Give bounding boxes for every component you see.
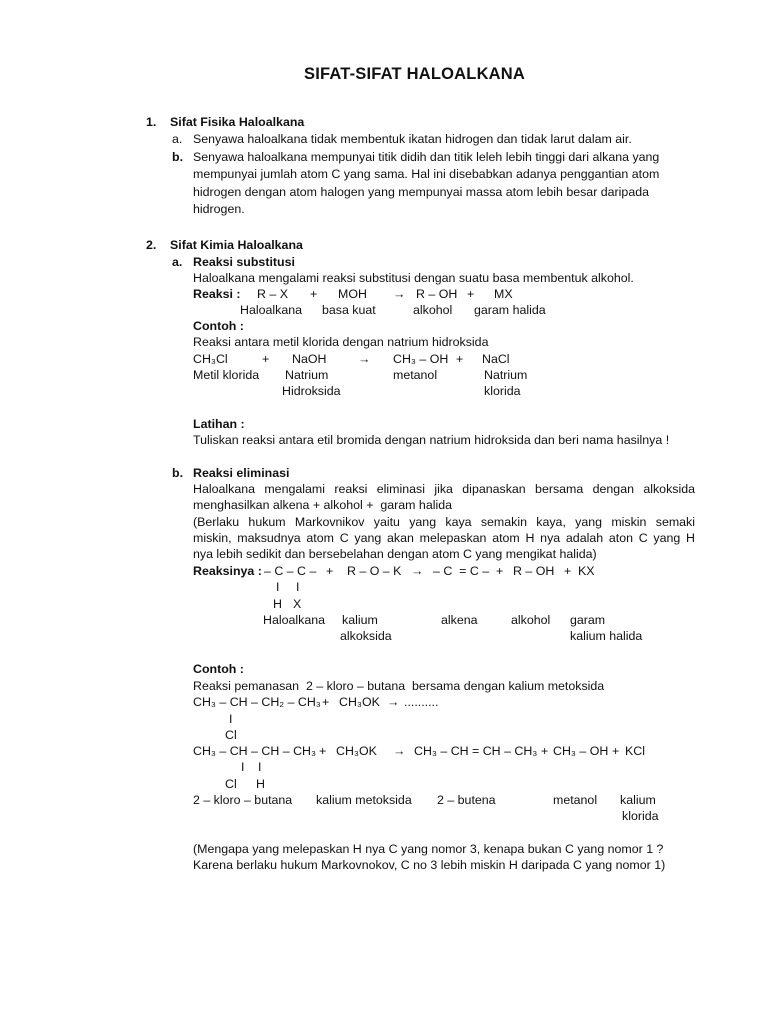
elim-name-1: Haloalkana bbox=[263, 613, 325, 627]
ex1-sub-cl: Cl bbox=[225, 728, 237, 742]
ex2-product-2: CH₃ – OH bbox=[553, 744, 609, 758]
elim-eq-sub-h: H bbox=[273, 597, 282, 611]
item-2b-desc-line-3: (Berlaku hukum Markovnikov yaitu yang kaya semakin kaya, yang miskin semaki bbox=[193, 515, 695, 529]
item-2b-heading: Reaksi eliminasi bbox=[193, 466, 290, 480]
eq-name-2: basa kuat bbox=[322, 303, 376, 317]
eq-reactant-1: R – X bbox=[257, 287, 288, 301]
eq-name-1: Haloalkana bbox=[240, 303, 302, 317]
ex1-arrow: → bbox=[387, 695, 400, 709]
ex2-name-4: metanol bbox=[553, 793, 598, 807]
ex2-reactant-1: CH₃ – CH – CH – CH₃ bbox=[193, 744, 317, 758]
ex-product-1: CH₃ – OH bbox=[393, 352, 449, 366]
ex-name-2: Natrium bbox=[285, 368, 329, 382]
ex1-reactant-1: CH₃ – CH – CH₂ – CH₃ bbox=[193, 695, 321, 709]
item-1b-line-3: hidrogen dengan atom halogen yang mempunyai massa atom lebih besar daripada bbox=[193, 185, 649, 199]
elim-eq-reactant-1: – C – C – bbox=[264, 564, 317, 578]
elim-name-5: garam bbox=[570, 613, 606, 627]
item-2a-heading: Reaksi substitusi bbox=[193, 255, 295, 269]
ex2-name-5: kalium bbox=[620, 793, 656, 807]
elim-eq-reactant-2: R – O – K bbox=[347, 564, 402, 578]
section-1-heading: Sifat Fisika Haloalkana bbox=[170, 115, 305, 129]
item-1a-text: Senyawa haloalkana tidak membentuk ikatan hidrogen dan tidak larut dalam air. bbox=[193, 132, 632, 146]
ex-product-2: NaCl bbox=[482, 352, 510, 366]
ex2-name-3: 2 – butena bbox=[437, 793, 496, 807]
ex2-arrow: → bbox=[393, 744, 406, 758]
eq-arrow: → bbox=[393, 287, 406, 301]
reaksi-label: Reaksi : bbox=[193, 287, 241, 301]
ex2-bond-2: I bbox=[258, 760, 262, 774]
ex1-plus: + bbox=[322, 695, 330, 709]
section-2-number: 2. bbox=[146, 238, 157, 252]
elim-eq-bond-1: I bbox=[276, 580, 280, 594]
ex2-product-3: KCl bbox=[625, 744, 645, 758]
elim-eq-product-2: R – OH bbox=[513, 564, 555, 578]
ex-reactant-1: CH₃Cl bbox=[193, 352, 228, 366]
ex-name-6: klorida bbox=[484, 384, 521, 398]
latihan-label: Latihan : bbox=[193, 417, 245, 431]
ex2-plus-2: + bbox=[541, 744, 549, 758]
ex-reactant-2: NaOH bbox=[292, 352, 327, 366]
page-title: SIFAT-SIFAT HALOALKANA bbox=[304, 65, 526, 83]
ex2-name-1: 2 – kloro – butana bbox=[193, 793, 293, 807]
ex-name-3: metanol bbox=[393, 368, 438, 382]
eq-product-2: MX bbox=[494, 287, 513, 301]
ex2-bond-1: I bbox=[241, 760, 245, 774]
elim-name-4: alkohol bbox=[511, 613, 551, 627]
ex2-plus-3: + bbox=[612, 744, 620, 758]
eq-product-1: R – OH bbox=[416, 287, 458, 301]
elim-name-2: kalium bbox=[342, 613, 378, 627]
item-1b-line-1: Senyawa haloalkana mempunyai titik didih dan titik leleh lebih tinggi dari alkana yang bbox=[193, 150, 660, 164]
elim-eq-arrow: → bbox=[411, 564, 424, 578]
reaksinya-label: Reaksinya : bbox=[193, 564, 262, 578]
item-2b-desc-line-1: Haloalkana mengalami reaksi eliminasi jika dipanaskan bersama dengan alkoksida bbox=[193, 482, 695, 496]
contoh-b-label: Contoh : bbox=[193, 662, 244, 676]
item-2a-marker: a. bbox=[172, 255, 183, 269]
elim-eq-plus-1: + bbox=[326, 564, 334, 578]
contoh-description: Reaksi antara metil klorida dengan natrium hidroksida bbox=[193, 335, 489, 349]
item-1b-marker: b. bbox=[172, 150, 184, 164]
elim-eq-plus-3: + bbox=[564, 564, 572, 578]
item-2b-desc-line-4: miskin, maksudnya atom C yang akan melepaskan atom H nya adalah aton C yang H bbox=[193, 531, 695, 545]
ex-name-5: Hidroksida bbox=[282, 384, 341, 398]
ex1-reactant-2: CH₃OK bbox=[339, 695, 380, 709]
note-line-1: (Mengapa yang melepaskan H nya C yang nomor 3, kenapa bukan C yang nomor 1 ? bbox=[193, 842, 664, 856]
ex1-product: .......... bbox=[404, 695, 439, 709]
eq-plus-2: + bbox=[467, 287, 475, 301]
ex2-name-2: kalium metoksida bbox=[316, 793, 412, 807]
elim-name-3: alkena bbox=[441, 613, 478, 627]
elim-name-6: alkoksida bbox=[340, 629, 392, 643]
item-2b-desc-line-5: nya lebih sedikit dan bersebelahan dengan atom C yang mengikat halida) bbox=[193, 547, 597, 561]
item-2b-desc-line-2: menghasilkan alkena + alkohol + garam halida bbox=[193, 498, 452, 512]
elim-eq-product-1: – C = C – bbox=[433, 564, 490, 578]
eq-plus-1: + bbox=[310, 287, 318, 301]
section-1-number: 1. bbox=[146, 115, 157, 129]
section-2-heading: Sifat Kimia Haloalkana bbox=[170, 238, 303, 252]
ex2-name-6: klorida bbox=[622, 809, 659, 823]
note-line-2: Karena berlaku hukum Markovnokov, C no 3 lebih miskin H daripada C yang nomor 1) bbox=[193, 858, 666, 872]
eq-reactant-2: MOH bbox=[338, 287, 367, 301]
ex2-sub-cl: Cl bbox=[225, 777, 237, 791]
contoh-b-description: Reaksi pemanasan 2 – kloro – butana bersama dengan kalium metoksida bbox=[193, 679, 605, 693]
eq-name-4: garam halida bbox=[474, 303, 546, 317]
elim-eq-bond-2: I bbox=[296, 580, 300, 594]
latihan-text: Tuliskan reaksi antara etil bromida dengan natrium hidroksida dan beri nama hasilnya ! bbox=[193, 433, 670, 447]
elim-eq-product-3: KX bbox=[578, 564, 595, 578]
ex-plus-2: + bbox=[456, 352, 464, 366]
elim-eq-sub-x: X bbox=[293, 597, 302, 611]
ex2-sub-h: H bbox=[256, 777, 265, 791]
elim-name-7: kalium halida bbox=[570, 629, 643, 643]
ex-plus-1: + bbox=[262, 352, 270, 366]
ex-name-1: Metil klorida bbox=[193, 368, 260, 382]
ex2-reactant-2: CH₃OK bbox=[336, 744, 377, 758]
contoh-label: Contoh : bbox=[193, 319, 244, 333]
ex-name-4: Natrium bbox=[484, 368, 528, 382]
ex1-bond: I bbox=[229, 712, 233, 726]
item-2a-description: Haloalkana mengalami reaksi substitusi dengan suatu basa membentuk alkohol. bbox=[193, 271, 634, 285]
eq-name-3: alkohol bbox=[413, 303, 453, 317]
ex2-plus-1: + bbox=[319, 744, 327, 758]
item-1b-line-4: hidrogen. bbox=[193, 202, 245, 216]
ex-arrow: → bbox=[358, 352, 371, 366]
elim-eq-plus-2: + bbox=[496, 564, 504, 578]
item-1a-marker: a. bbox=[172, 132, 183, 146]
item-2b-marker: b. bbox=[172, 466, 184, 480]
ex2-product-1: CH₃ – CH = CH – CH₃ bbox=[414, 744, 538, 758]
item-1b-line-2: mempunyai jumlah atom C yang sama. Hal ini disebabkan adanya penggantian atom bbox=[193, 167, 660, 181]
